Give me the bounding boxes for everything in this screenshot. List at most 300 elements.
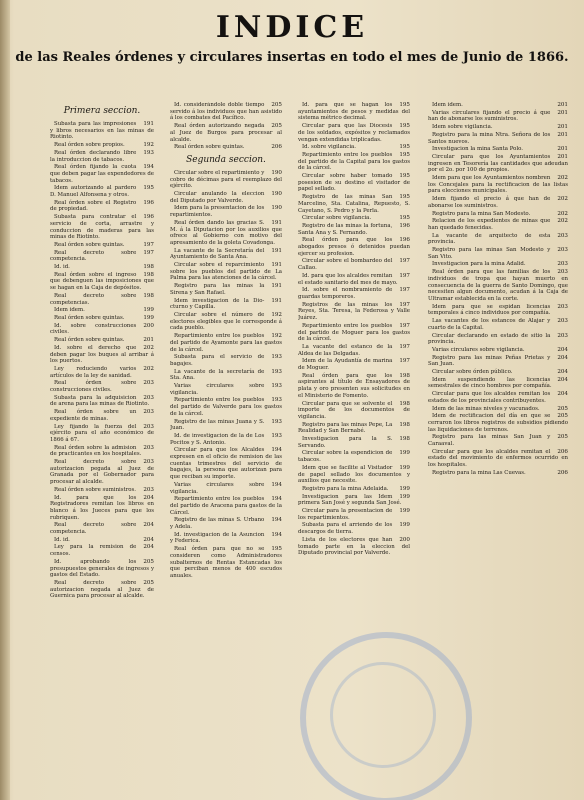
page-number: 199	[399, 493, 410, 500]
index-entry	[298, 173, 410, 193]
page-number: 199	[143, 314, 154, 321]
page-number: 190	[271, 169, 282, 176]
index-entry	[298, 344, 410, 357]
entry-text: La vacante del estanco de la Aldea de las Delgadas.	[298, 343, 393, 357]
entry-text: Id. id.	[54, 536, 70, 543]
page-number: 199	[399, 522, 410, 529]
entry-text: Ley reduciendo varios artículos de la ley de sanidad.	[50, 365, 137, 379]
page-number: 195	[143, 185, 154, 192]
index-entry	[170, 419, 282, 432]
page-number: 204	[143, 522, 154, 529]
entry-text: Repartimiento entre los pueblos del partido de Moguer para los gastos de la cárcel.	[298, 322, 410, 343]
entry-text: Idem para que se espidan licencias temporales á cinco individuos por compañía.	[428, 303, 551, 317]
page-number: 199	[143, 307, 154, 314]
page-number: 201	[557, 131, 568, 138]
page-number: 204	[143, 494, 154, 501]
entry-text: Idem que se facilite al Visitador de papel sellado los documentos y auxilios que necesite.	[298, 464, 410, 485]
entry-text: Real órden para que las familias de los individuos de tropa que hayan muerto en consecuencia de la guerra de Santo Domingo, que necesiten algun documento, acudan á la Caja de Ultramar establecida en la corte.	[428, 269, 568, 302]
index-entry	[50, 150, 154, 163]
page-number: 205	[557, 434, 568, 441]
entry-text: Id. aprobando los presupuestos generales de ingresos y gastos del Estado.	[50, 558, 154, 579]
page-number: 203	[143, 409, 154, 416]
entry-text: Circular para que se solvente el importe de los documentos de vigilancia.	[298, 400, 410, 420]
index-entry	[428, 218, 568, 231]
entry-text: Circular sobre el número de electores elegibles que le corresponde á cada pueblo.	[170, 311, 282, 332]
index-entry	[170, 532, 282, 545]
entry-text: Circular anulando la eleccion del Diputado por Valverde.	[170, 191, 265, 204]
page-number: 201	[557, 146, 568, 153]
index-entry	[428, 110, 568, 123]
index-entry	[298, 422, 410, 435]
entry-text: Repartimiento entre los pueblos del partido de la Capital para los gastos de la cárcel.	[298, 151, 410, 172]
entry-text: Registro de las minas Juana y S. Juan.	[170, 418, 265, 432]
page-number: 192	[271, 311, 282, 318]
page-number: 195	[399, 102, 410, 108]
index-entry	[170, 433, 282, 446]
entry-text: Investigacion la mina Santa Polo.	[432, 146, 523, 153]
index-entry	[170, 369, 282, 382]
entry-text: Real decreto sobre competencias.	[50, 292, 137, 306]
entry-text: Id. sobre el nombramiento de guardas temporeros.	[298, 287, 393, 300]
page-number: 205	[143, 580, 154, 586]
page-number: 206	[557, 448, 568, 455]
page-number: 204	[557, 391, 568, 398]
entry-text: Subasta para la adquisicion de arena para las minas de Riotinto.	[50, 394, 150, 408]
index-entry	[428, 261, 568, 268]
entry-text: Idem idem.	[432, 102, 463, 108]
page-number: 205	[143, 558, 154, 565]
index-column-4	[428, 102, 568, 792]
page-number: 203	[557, 303, 568, 310]
page-number: 201	[143, 337, 154, 344]
entry-text: Real órden sobre el ingreso que debenguen las imposiciones que se hagan en la Caja de depósitos.	[50, 271, 154, 292]
entry-text: Circular sobre el repartimiento y cobro de décimas para el reemplazo del ejército.	[170, 169, 282, 190]
page-number: 203	[143, 394, 154, 401]
page-number: 194	[271, 517, 282, 524]
entry-text: Registro para la mina San Modesto.	[432, 210, 531, 217]
index-entry	[50, 537, 154, 544]
entry-text: Circular para la presentacion de los repartimientos.	[298, 508, 393, 521]
index-entry	[298, 436, 410, 449]
page-number: 198	[399, 400, 410, 407]
entry-text: Idem de las minas niveles y vacunados.	[432, 405, 540, 412]
entry-text: Circular sobre haber tomado posesion de su destino el visitador de papel sellado.	[298, 173, 410, 193]
page-number: 204	[557, 346, 568, 353]
page-number: 191	[271, 262, 282, 269]
page-number: 197	[143, 241, 154, 248]
page-number: 191	[271, 297, 282, 304]
entry-text: Varias circulares sobre vigilancia.	[170, 383, 265, 396]
entry-text: Id. sobre construcciones civiles.	[50, 322, 137, 336]
index-entry	[170, 170, 282, 190]
index-entry	[50, 121, 154, 141]
entry-text: Real órden sobre un expediente de minas.	[50, 409, 137, 422]
page-subtitle: de las Reales órdenes y circulares insertas en todo el mes de Junio de 1866.	[15, 50, 569, 65]
page-number: 199	[399, 485, 410, 492]
entry-text: Idem fijando el precio á que han de abonarse los suministros.	[428, 196, 551, 209]
entry-text: Circular para que los Ayuntamientos ingresen en Tesorería las cantidades que adeudan por el 2o. por 100 de propios.	[428, 153, 568, 174]
page-number: 199	[399, 508, 410, 515]
entry-text: Repartimiento entre los pueblos del partido de Ayamonte para las gastos de la cárcel.	[170, 333, 282, 353]
entry-text: Circular sobre el bombardeo del Callao.	[298, 258, 393, 272]
page-number: 193	[271, 368, 282, 375]
index-entry	[428, 132, 568, 145]
page-number: 196	[143, 199, 154, 206]
entry-text: Registro para la mina Ntra. Señora de los Santos nuevos.	[428, 131, 551, 145]
page-number: 201	[557, 109, 568, 116]
index-entry	[298, 302, 410, 322]
index-entry	[298, 273, 410, 286]
index-entry	[50, 272, 154, 292]
entry-text: Real decreto sobre autorizacion negada al Juez de Guernica para procesar al alcalde.	[50, 580, 154, 600]
index-entry	[298, 237, 410, 257]
index-entry	[298, 486, 410, 493]
page-number: 194	[271, 481, 282, 488]
entry-text: Idem de rectificacion del día en que se cerraron los libros registros de subsidios pidiendo las liquidaciones de terrenos.	[428, 413, 568, 433]
page-number: 193	[271, 397, 282, 404]
page-number: 190	[271, 205, 282, 212]
page-number: 193	[143, 149, 154, 156]
entry-text: Id. para que los Registradores remitan los libros en blanco á los Jueces para que los rubriquen.	[50, 494, 154, 521]
page-number: 198	[399, 436, 410, 443]
index-entry	[428, 413, 568, 433]
page-number: 199	[399, 464, 410, 471]
entry-text: Circular para que los alcaldes remitan el estado del movimiento de enfermos ocurrido en los hospitales.	[428, 448, 568, 469]
index-column-2	[170, 102, 282, 792]
page-number: 203	[557, 232, 568, 239]
entry-text: Real órden sobre suministros.	[54, 486, 136, 493]
index-entry	[428, 355, 568, 368]
page-number: 204	[557, 376, 568, 383]
index-entry	[298, 323, 410, 343]
index-entry	[50, 395, 154, 408]
entry-text: Idem investigacion de la Dio-cturno y Capilla.	[170, 297, 265, 311]
index-entry	[298, 450, 410, 463]
page-binding-edge	[0, 0, 10, 800]
index-entry	[50, 495, 154, 522]
page-number: 203	[143, 380, 154, 387]
index-entry	[170, 397, 282, 417]
index-entry	[50, 559, 154, 579]
index-entry	[50, 214, 154, 241]
entry-text: Real decreto sobre competencia.	[50, 249, 137, 263]
page-number: 205	[271, 102, 282, 108]
page-number: 201	[557, 102, 568, 108]
entry-text: Varias circulares fijando el precio á que han de abonarse los suministros.	[428, 109, 551, 123]
entry-text: Id. sobre el derecho que deben pagar los buques al arribar á los puertos.	[50, 344, 154, 365]
index-entry	[298, 358, 410, 371]
page-number: 191	[271, 247, 282, 254]
entry-text: Id. investigacion de la Asuncion y Federica.	[170, 531, 265, 545]
entry-text: Registros de las minas los Reyes, Sta. Teresa, la Federosa y Valle Juárez.	[298, 301, 410, 322]
entry-text: Real órden sobre el Registro de propiedad.	[50, 199, 137, 213]
index-entry	[170, 298, 282, 311]
page-number: 192	[271, 333, 282, 340]
index-entry	[50, 185, 154, 198]
index-entry	[298, 508, 410, 521]
entry-text: Varias circulares sobre vigilancia.	[432, 346, 525, 353]
page-number: 203	[557, 261, 568, 268]
page-number: 194	[143, 164, 154, 171]
page-number: 195	[399, 173, 410, 180]
index-entry	[50, 522, 154, 535]
entry-text: Repartimiento entre los pueblos del partido de Valverde para los gastos de la cárcel.	[170, 397, 282, 417]
entry-text: Real órden para que no se consideren como Administradores subalternos de Rentas Estancadas los que perciban menos de 400 escudos anuales.	[170, 546, 282, 579]
index-entry	[50, 544, 154, 557]
index-entry	[298, 144, 410, 151]
index-entry	[428, 333, 568, 346]
index-entry	[50, 366, 154, 379]
entry-text: La vacante de la secretaría de Sta. Ana.	[170, 368, 265, 382]
entry-text: Real órden dando las gracias S. M. á la Diputacion por los auxilios que ofrece al Gobierno con motivo del apresamiento de la goleta Covadonga.	[170, 219, 282, 246]
index-entry	[298, 152, 410, 172]
page-number: 194	[271, 531, 282, 538]
index-entry	[428, 406, 568, 413]
index-entry	[50, 424, 154, 444]
index-entry	[170, 447, 282, 481]
entry-text: Subasta para el servicio de bagajes.	[170, 354, 265, 367]
index-entry	[50, 487, 154, 494]
entry-text: Idem idem.	[54, 307, 85, 314]
page-number: 198	[143, 264, 154, 271]
page-number: 197	[399, 287, 410, 294]
page-number: 203	[143, 459, 154, 466]
entry-text: Lista de los electores que han tomado parte en la eleccion del Diputado provincial por Valverde.	[298, 536, 410, 557]
index-entry	[50, 580, 154, 600]
index-entry	[50, 323, 154, 336]
index-entry	[428, 347, 568, 354]
page-number: 203	[557, 247, 568, 254]
index-entry	[170, 283, 282, 296]
index-entry	[298, 537, 410, 557]
page-number: 203	[143, 444, 154, 451]
page-number: 204	[143, 536, 154, 543]
index-entry	[428, 154, 568, 174]
entry-text: La vacante de arquitecto de esta provincia.	[428, 232, 551, 246]
page-number: 191	[271, 283, 282, 290]
entry-text: Circular para que las Diocesis de los soldados, expósitos y reclamados vengan extendidas triplicadas.	[298, 123, 410, 143]
index-entry	[50, 337, 154, 344]
index-entry	[428, 269, 568, 303]
index-entry	[428, 102, 568, 109]
page-number: 203	[557, 318, 568, 325]
index-entry	[170, 517, 282, 530]
entry-text: Circular para que los alcaldes remitan los estados de los provinciales contribuyentes.	[428, 391, 551, 404]
index-entry	[298, 194, 410, 214]
page-number: 202	[557, 196, 568, 203]
index-entry	[170, 102, 282, 122]
index-entry	[298, 102, 410, 122]
entry-text: Registro para las minas Pepe, La Realidad y San Bernabé.	[298, 421, 393, 435]
index-entry	[170, 262, 282, 282]
index-entry	[428, 434, 568, 447]
entry-text: Registro para las minas San Modesto y San Vito.	[428, 247, 551, 260]
index-entry	[428, 318, 568, 331]
page-number: 203	[143, 486, 154, 493]
entry-text: Id. de investigacion de la de Los Pocitos y S. Antonio.	[170, 432, 265, 446]
entry-text: Registro de las minas S. Urbano y Adela.	[170, 517, 265, 531]
page-number: 194	[271, 496, 282, 503]
page-number: 202	[143, 365, 154, 372]
page-number: 192	[143, 142, 154, 149]
entry-text: Id. para que los alcaldes remitan el estado sanitario del mes de mayo.	[298, 272, 398, 286]
index-entry	[170, 144, 282, 151]
entry-text: Real órden fijando la cuota que deben pagar las expendedores de tabacos.	[50, 164, 154, 184]
index-entry	[428, 391, 568, 404]
index-entry	[170, 312, 282, 332]
page-number: 193	[271, 383, 282, 390]
index-entry	[298, 215, 410, 222]
entry-text: Real órden sobre quintas.	[54, 314, 125, 321]
index-entry	[428, 211, 568, 218]
page-title: INDICE	[215, 10, 369, 45]
index-entry	[428, 304, 568, 317]
page-number: 204	[557, 354, 568, 361]
entry-text: Real decreto sobre autorizacion pegada al Juez de Granada por el Gobernador para procesar al alcalde.	[50, 459, 154, 486]
index-entry	[428, 196, 568, 209]
entry-text: Real órden sobre la admision de practicantes en los hospitales.	[50, 444, 142, 458]
entry-text: Id. sobre vigilancia.	[302, 144, 356, 151]
page-number: 202	[557, 210, 568, 217]
index-entry	[428, 146, 568, 153]
index-entry	[170, 354, 282, 367]
entry-text: Registro para las minas la Sirena y San Rafael.	[170, 283, 265, 296]
page-number: 202	[143, 344, 154, 351]
index-entry	[428, 377, 568, 390]
page-number: 201	[557, 124, 568, 131]
page-number: 202	[557, 218, 568, 225]
page-number: 194	[271, 447, 282, 454]
page-number: 193	[271, 418, 282, 425]
entry-text: Real órden sobre propios.	[54, 142, 125, 149]
entry-text: Real decreto sobre competencia.	[50, 522, 137, 536]
page-number: 193	[271, 432, 282, 439]
entry-text: Circular para que los Alcaldes expresen en el oficio de remision de las cuentas trimestres del servicio de bagajes, la persona que autorizan para que reciban su importe.	[170, 447, 282, 481]
page-number: 202	[557, 175, 568, 182]
page-number: 191	[271, 219, 282, 226]
entry-text: Real órden sobre quintas.	[54, 337, 125, 344]
index-entry	[170, 123, 282, 143]
entry-text: Registro para la mina Las Cuevas.	[432, 469, 526, 476]
entry-text: Id. para que se hagan los ayuntamientos de pesos y medidas del sistema métrico decimal.	[298, 102, 410, 122]
index-entry	[170, 220, 282, 247]
index-entry	[50, 293, 154, 306]
entry-text: Circular sobre órden público.	[432, 369, 513, 376]
index-entry	[170, 482, 282, 495]
page-number: 196	[143, 214, 154, 221]
index-entry	[170, 333, 282, 353]
page-number: 198	[399, 372, 410, 379]
index-entry	[170, 248, 282, 261]
index-entry	[298, 494, 410, 507]
page-number: 196	[399, 222, 410, 229]
index-column-1	[50, 102, 154, 792]
entry-text: Idem para la presentacion de los repartimientos.	[170, 205, 265, 219]
page-number: 203	[557, 269, 568, 276]
index-entry	[298, 287, 410, 300]
entry-text: Subasta para las impresiones y libros necesarios en las minas de Riotinto.	[50, 121, 154, 141]
index-entry	[298, 465, 410, 485]
page-number: 195	[399, 151, 410, 158]
entry-text: Circular sobre vigilancia.	[302, 215, 372, 222]
index-entry	[50, 242, 154, 249]
index-entry	[50, 445, 154, 458]
index-entry	[50, 409, 154, 422]
page-number: 198	[399, 421, 410, 428]
page-number: 197	[399, 343, 410, 350]
entry-text: Idem sobre vigilancia.	[432, 124, 493, 131]
index-entry	[50, 315, 154, 322]
entry-text: Idem de la Ayudantía de marina de Moguer.	[298, 358, 393, 372]
index-entry	[298, 522, 410, 535]
section-heading: Segunda seccion.	[186, 154, 266, 165]
page-number: 205	[557, 405, 568, 412]
index-entry	[428, 449, 568, 469]
index-entry	[50, 264, 154, 271]
index-entry	[298, 123, 410, 143]
page-number: 198	[143, 292, 154, 299]
page-number: 197	[399, 301, 410, 308]
entry-text: Real órden sobre quintas.	[54, 241, 125, 248]
index-entry	[428, 470, 568, 477]
index-entry	[50, 250, 154, 263]
entry-text: Registro de las minas la fortuna, Santa Ana y S. Fernando.	[298, 222, 393, 236]
page-number: 190	[271, 191, 282, 198]
page-number: 197	[143, 249, 154, 256]
index-entry	[50, 307, 154, 314]
index-entry	[298, 401, 410, 421]
entry-text: Investigacion para las Idem primera San José y segunda San José.	[298, 493, 402, 507]
page-number: 197	[399, 358, 410, 365]
entry-text: Circular sobre el reparcimiento sobre los pueblos del partido de La Palma para las atenciones de la cárcel.	[170, 262, 282, 282]
page-number: 204	[557, 369, 568, 376]
page-number: 197	[399, 322, 410, 329]
index-entry	[298, 223, 410, 236]
index-entry	[170, 191, 282, 204]
page-number: 196	[399, 237, 410, 244]
index-entry	[170, 383, 282, 396]
page-number: 205	[557, 413, 568, 420]
index-entry	[170, 496, 282, 516]
entry-text: Real órden declarando libre la introduccion de tabacos.	[50, 149, 137, 163]
index-entry	[428, 175, 568, 195]
entry-text: Ley fijando la fuerza del ejército para el año económico de 1866 á 67.	[50, 423, 154, 443]
index-entry	[50, 345, 154, 365]
entry-text: Registro para las minas San Juan y Caraaval.	[428, 434, 551, 448]
entry-text: Real órden para que los abogados presos ó detenidos puedan ejercer su profesion.	[298, 237, 410, 257]
page-number: 199	[399, 450, 410, 457]
entry-text: Registro para las minas Peñas Prietas y San Juan.	[428, 354, 551, 368]
page-number: 195	[399, 194, 410, 201]
page-number: 197	[399, 272, 410, 279]
page-number: 195	[271, 546, 282, 553]
page-number: 203	[557, 332, 568, 339]
page-number: 200	[399, 536, 410, 543]
entry-text: Registro de las minas San Marcelino, Sta. Catalina, Repuesto, S. Cayetano, S. Pedro y la Perla.	[298, 194, 410, 214]
index-entry	[50, 459, 154, 486]
entry-text: Las vacantes de los estancos de Alajar y cuarto de la Capital.	[428, 318, 551, 331]
page-number: 206	[271, 144, 282, 151]
index-entry	[298, 373, 410, 400]
page-number: 197	[399, 258, 410, 265]
index-entry	[428, 233, 568, 246]
page-number: 206	[557, 469, 568, 476]
index-entry	[428, 247, 568, 260]
section-heading: Primera seccion.	[63, 106, 141, 116]
entry-text: Circular declarando en estado de sitio la provincia.	[428, 332, 551, 346]
index-column-3	[298, 102, 410, 792]
entry-text: Subasta para contratar el servicio de corta, arrastre y conduccion de maderas para las minas de Riotinto.	[50, 214, 154, 241]
